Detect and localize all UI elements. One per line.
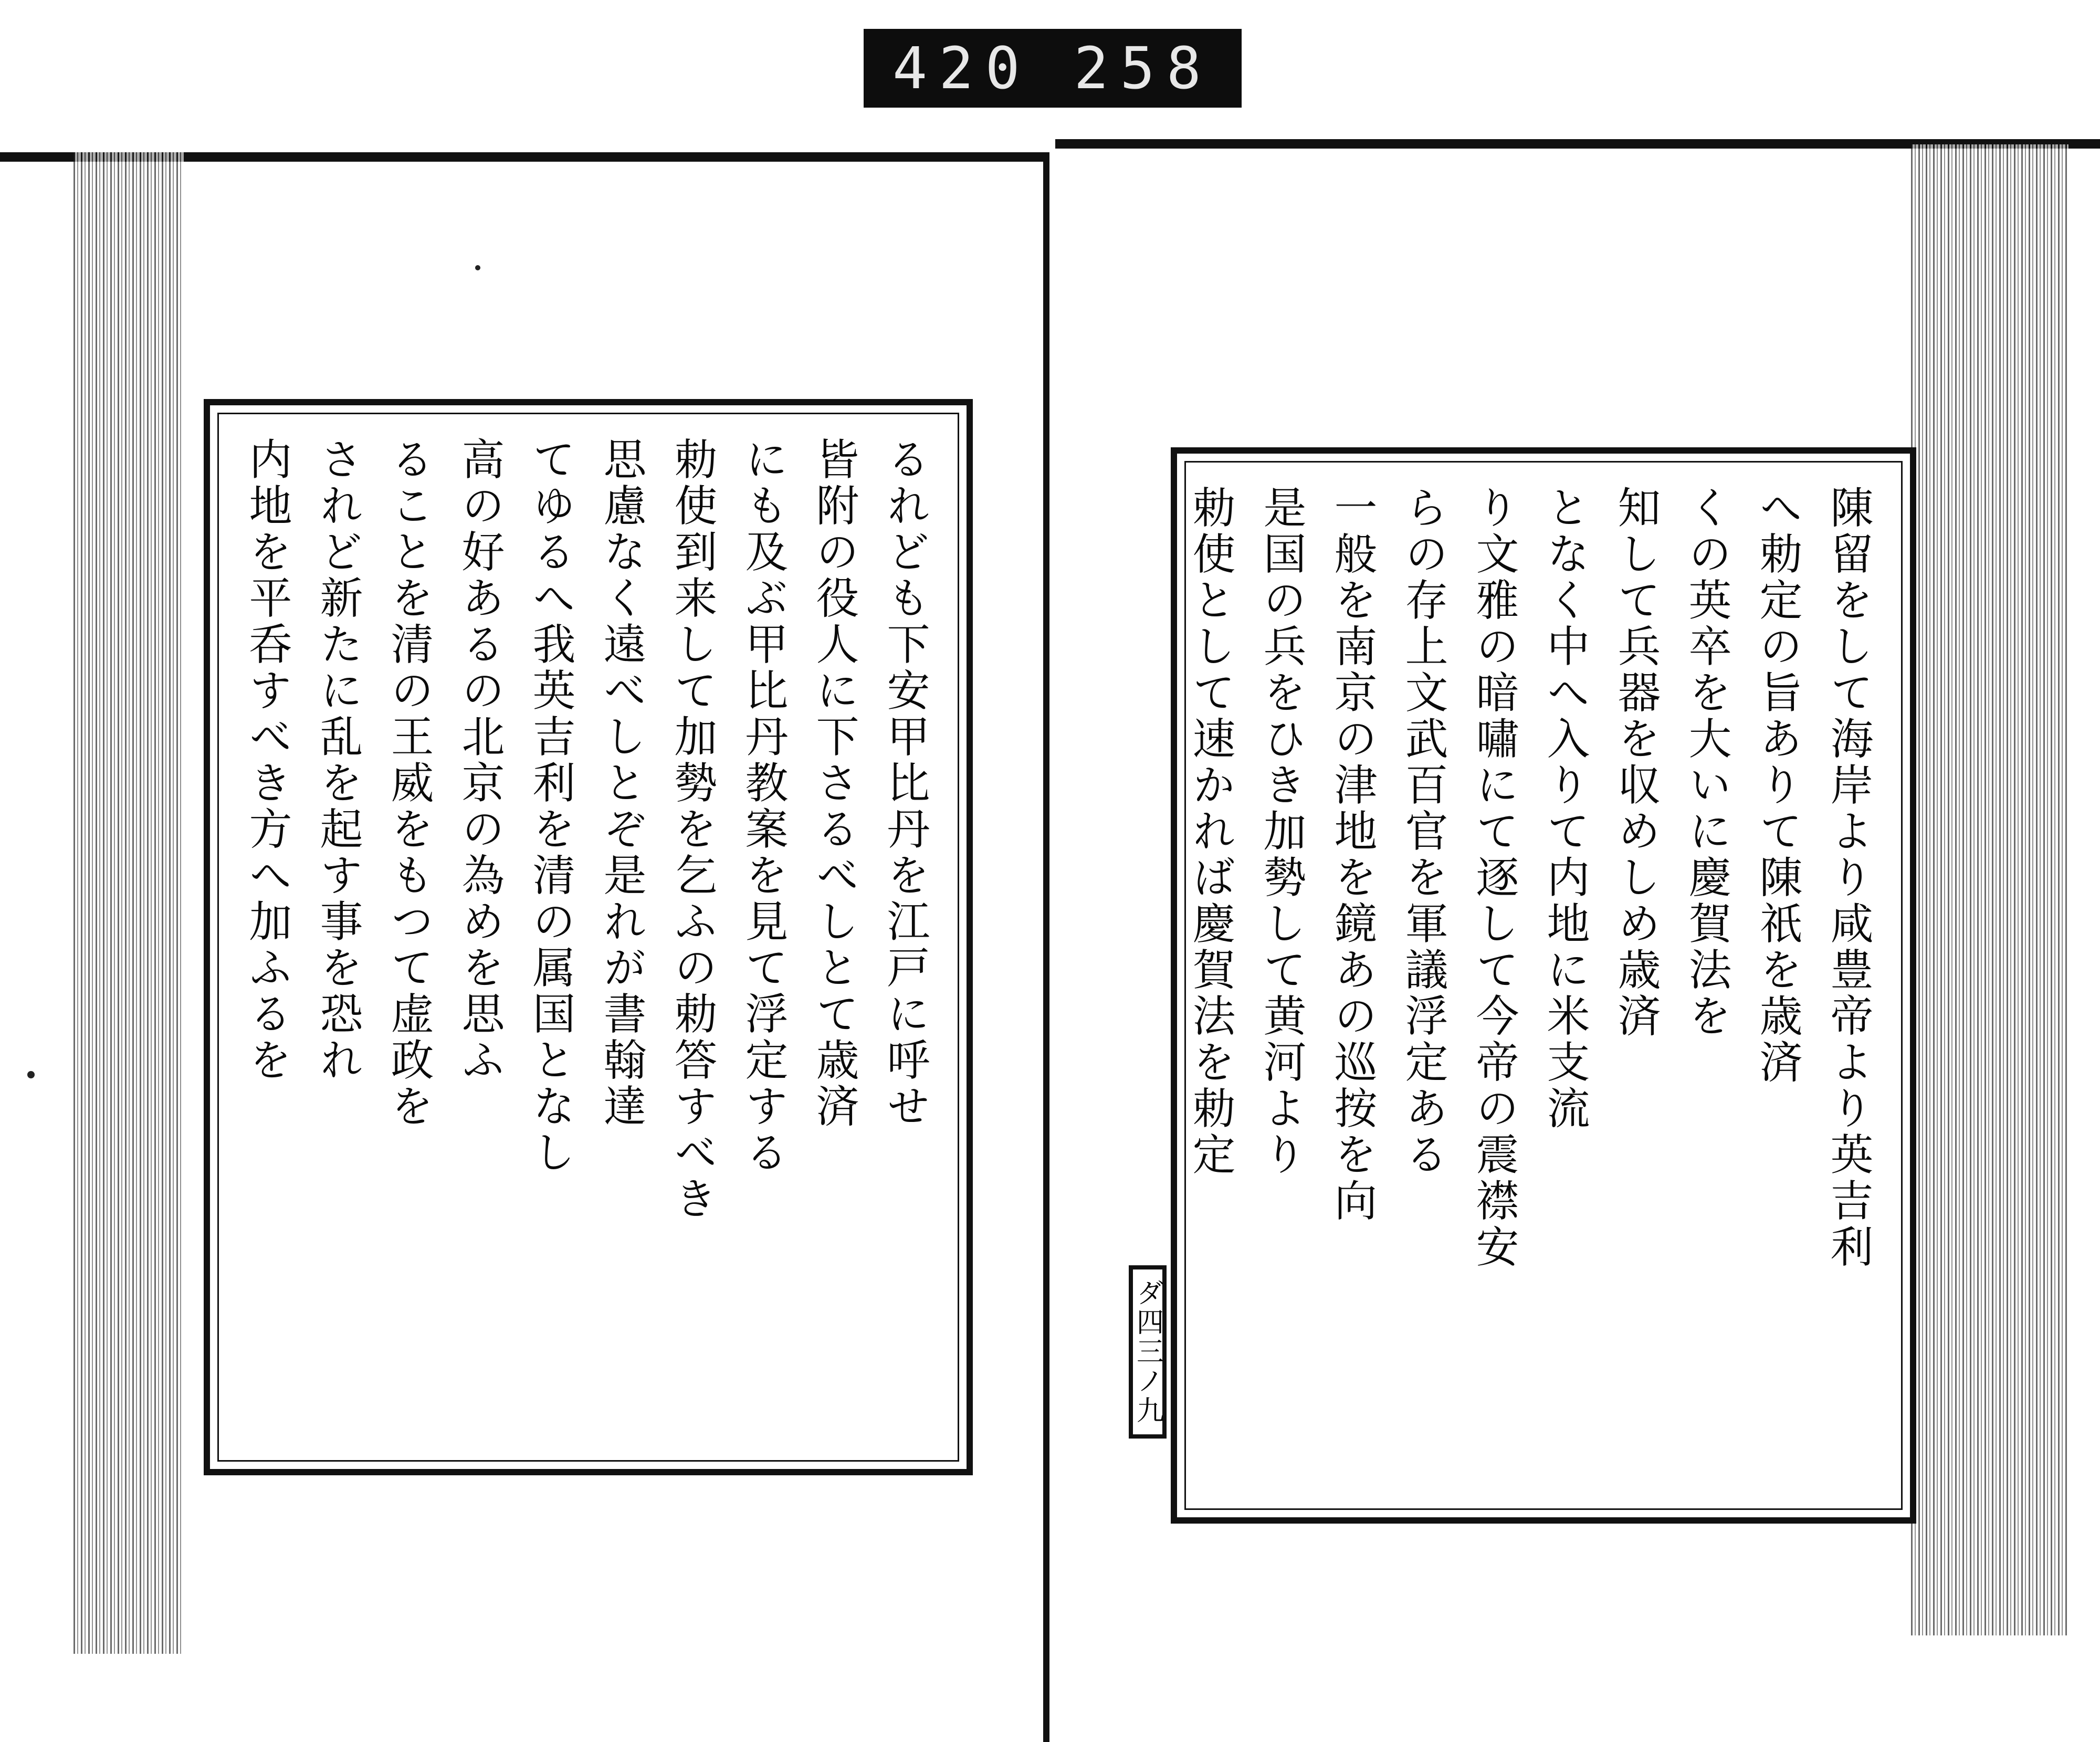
text-line: にも及ぶ甲比丹教案を見て浮定する (738, 437, 788, 1176)
text-line: くの英卒を大いに慶賀法を (1682, 485, 1731, 1040)
text-line: 内地を平呑すべき方へ加ふるを (242, 437, 292, 1084)
page-edge-right (1911, 144, 2068, 1635)
text-line: へ勅定の旨ありて陳祇を歳済 (1752, 485, 1802, 1086)
archive-counter-right: 258 (1074, 35, 1213, 102)
text-line: てゆるへ我英吉利を清の属国となし (526, 437, 575, 1176)
text-line: るれども下安甲比丹を江戸に呼せ (880, 437, 930, 1130)
text-line: 皆附の役人に下さるべしとて歳済 (809, 437, 859, 1130)
left-page-text (236, 437, 940, 1432)
ink-speck (475, 265, 480, 270)
text-line: 一般を南京の津地を鏡あの巡按を向 (1327, 485, 1377, 1224)
text-line: らの存上文武百官を軍議浮定ある (1398, 485, 1448, 1178)
book-spine (1043, 152, 1049, 1742)
text-line: り文雅の暗嘯にて逐して今帝の震襟安 (1469, 485, 1519, 1271)
left-page-frame (204, 399, 973, 1475)
text-line: 是国の兵をひき加勢して黄河より (1256, 485, 1306, 1178)
text-line: となく中へ入りて内地に米支流 (1540, 485, 1590, 1132)
ink-speck (27, 1071, 35, 1078)
text-line: 陳留をして海岸より咸豊帝より英吉利 (1823, 485, 1873, 1271)
text-line: されど新たに乱を起す事を恐れ (313, 437, 363, 1084)
text-line: 高の好あるの北京の為めを思ふ (455, 437, 505, 1084)
text-line: 勅使として速かれば慶賀法を勅定 (1185, 485, 1235, 1178)
page-edge-left (74, 152, 184, 1654)
page-number-tab: ダ四三ノ九 (1129, 1265, 1167, 1439)
right-page-frame (1171, 447, 1916, 1524)
archive-counter (864, 29, 1242, 108)
text-line: 思慮なく遠べしとぞ是れが書翰達 (596, 437, 646, 1130)
text-line: 知して兵器を収めしめ歳済 (1611, 485, 1661, 1040)
right-page-text (1185, 485, 1884, 1481)
text-line: ることを清の王威をもつて虚政を (384, 437, 434, 1130)
text-line: 勅使到来して加勢を乞ふの勅答すべき (667, 437, 717, 1222)
archive-counter-left: 420 (892, 35, 1032, 102)
